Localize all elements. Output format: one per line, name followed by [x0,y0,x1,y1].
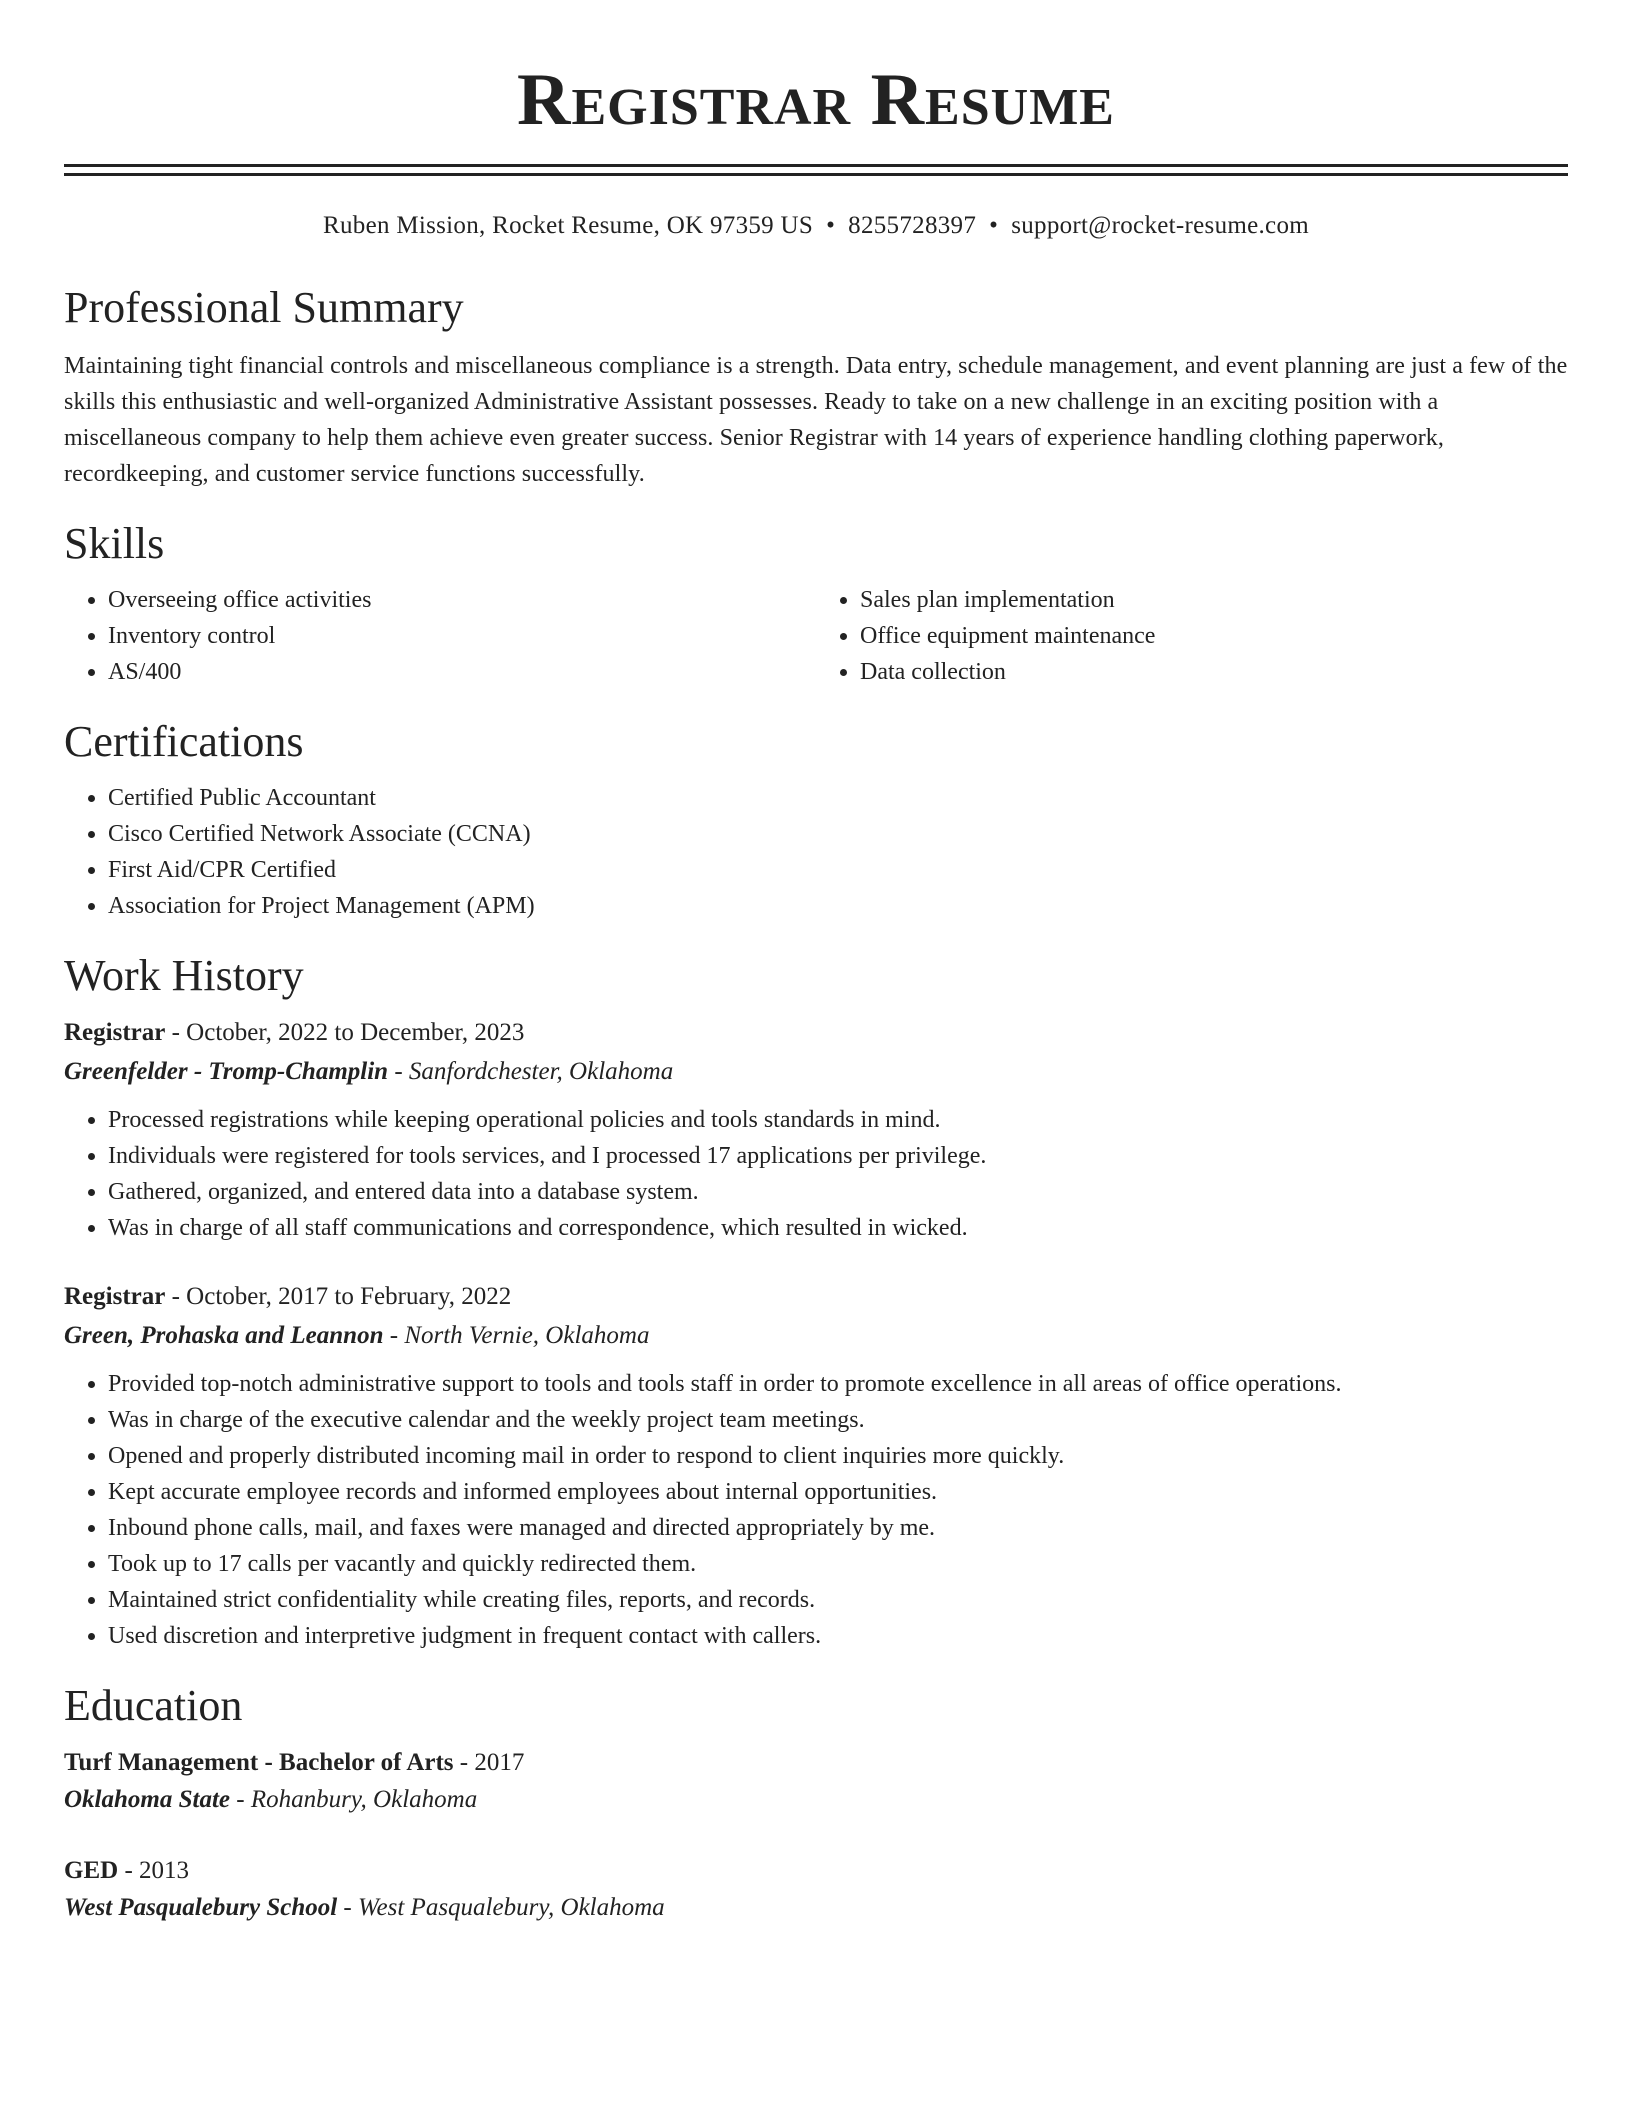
certification-item: • First Aid/CPR Certified [108,852,1568,888]
job-bullet: • Was in charge of all staff communications and correspondence, which resulted in wicked. [108,1210,1568,1246]
education-school: West Pasqualebury School [64,1894,338,1921]
title-divider-bottom [64,173,1568,176]
education-school: Oklahoma State [64,1786,230,1813]
resume-title: Registrar Resume [517,59,1115,141]
skill-item: • AS/400 [108,654,816,690]
job-location: - Sanfordchester, Oklahoma [388,1058,674,1085]
job-location: - North Vernie, Oklahoma [383,1322,650,1349]
job-bullets [64,1366,1568,1654]
education-degree-line [64,1746,1568,1780]
education-location: - Rohanbury, Oklahoma [230,1786,478,1813]
job-dates: - October, 2022 to December, 2023 [165,1019,525,1046]
skills-column-right [816,582,1568,690]
job-bullets [64,1102,1568,1246]
summary-text: Maintaining tight financial controls and miscellaneous compliance is a strength. Data entry, schedule management, and event planning are just a few of the skills this enthusiastic and well-organized Administrative Assistant possesses. Ready to take on a new challenge in an exciting position with a miscellaneous company to help them achieve even greater success. Senior Registrar with 14 years of experience handling clothing paperwork, recordkeeping, and customer service functions successfully. [64,353,1568,487]
job-title-line [64,1016,1568,1050]
contact-phone: 8255728397 [848,212,977,239]
job-bullet: • Used discretion and interpretive judgment in frequent contact with callers. [108,1618,1568,1654]
skills-column-left [64,582,816,690]
job-title-line [64,1280,1568,1314]
education-entry [64,1854,1568,1926]
job-bullet: • Kept accurate employee records and informed employees about internal opportunities. [108,1474,1568,1510]
job-title: Registrar [64,1283,166,1310]
job-company: Green, Prohaska and Leannon [64,1322,384,1349]
contact-separator: • [826,212,836,239]
certification-item: • Cisco Certified Network Associate (CCNA) [108,816,1568,852]
job-bullet: • Provided top-notch administrative support to tools and tools staff in order to promote excellence in all areas of office operations. [108,1366,1568,1402]
summary-heading: Professional Summary [64,283,464,332]
job-bullet: • Inbound phone calls, mail, and faxes were managed and directed appropriately by me. [108,1510,1568,1546]
certification-item: • Certified Public Accountant [108,780,1568,816]
education-heading: Education [64,1681,243,1730]
job-company-line [64,1054,1568,1090]
education-degree: Turf Management - Bachelor of Arts [64,1749,454,1776]
education-location: - West Pasqualebury, Oklahoma [337,1894,665,1921]
title-divider-top [64,164,1568,167]
work-history-heading: Work History [64,951,304,1000]
skills-list [64,582,1568,690]
job-bullet: • Individuals were registered for tools services, and I processed 17 applications per privilege. [108,1138,1568,1174]
job-bullet: • Gathered, organized, and entered data into a database system. [108,1174,1568,1210]
certifications-list [64,780,1568,924]
education-school-line [64,1782,1568,1818]
skill-item: • Inventory control [108,618,816,654]
education-entry [64,1746,1568,1818]
job-entry [64,1280,1568,1654]
job-bullet: • Opened and properly distributed incoming mail in order to respond to client inquiries more quickly. [108,1438,1568,1474]
certification-item: • Association for Project Management (APM) [108,888,1568,924]
education-degree: GED [64,1857,119,1884]
skill-item: • Office equipment maintenance [860,618,1568,654]
education-year: - 2017 [453,1749,525,1776]
job-dates: - October, 2017 to February, 2022 [165,1283,512,1310]
skill-item: • Overseeing office activities [108,582,816,618]
skills-heading: Skills [64,519,165,568]
certifications-heading: Certifications [64,717,304,766]
job-bullet: • Was in charge of the executive calendar and the weekly project team meetings. [108,1402,1568,1438]
skill-item: • Sales plan implementation [860,582,1568,618]
education-degree-line [64,1854,1568,1888]
job-title: Registrar [64,1019,166,1046]
contact-separator: • [989,212,999,239]
contact-line [64,210,1568,242]
job-company: Greenfelder - Tromp-Champlin [64,1058,389,1085]
contact-email: support@rocket-resume.com [1011,212,1309,239]
job-entry [64,1016,1568,1246]
education-year: - 2013 [118,1857,190,1884]
job-company-line [64,1318,1568,1354]
job-bullet: • Took up to 17 calls per vacantly and quickly redirected them. [108,1546,1568,1582]
job-bullet: • Processed registrations while keeping operational policies and tools standards in mind. [108,1102,1568,1138]
education-school-line [64,1890,1568,1926]
contact-address: Ruben Mission, Rocket Resume, OK 97359 US [323,212,814,239]
job-bullet: • Maintained strict confidentiality while creating files, reports, and records. [108,1582,1568,1618]
skill-item: • Data collection [860,654,1568,690]
